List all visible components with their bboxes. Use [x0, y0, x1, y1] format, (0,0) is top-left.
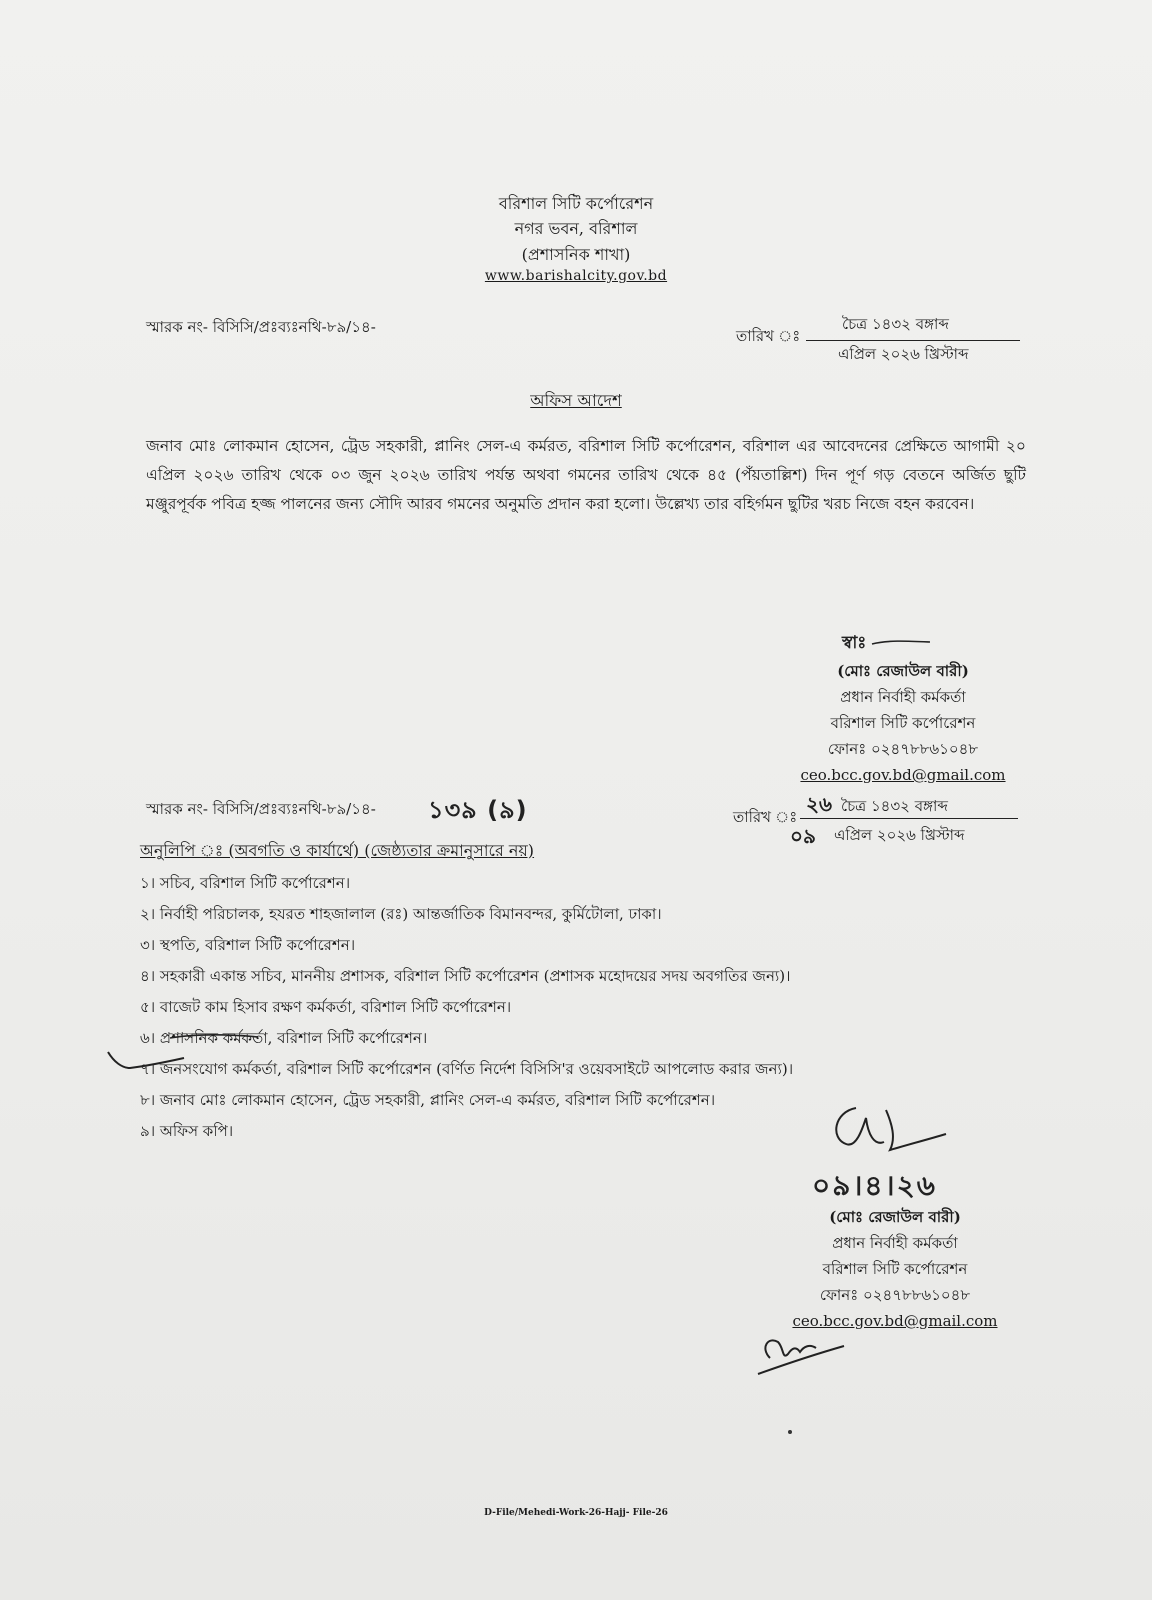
order-body: জনাব মোঃ লোকমান হোসেন, ট্রেড সহকারী, প্লানিং সেল-এ কর্মরত, বরিশাল সিটি কর্পোরেশন, বরিশাল এর আবেদনের প্রেক্ষিতে আগামী ২০ এপ্রিল ২০২৬ তারিখ থেকে ০৩ জুন ২০২৬ তারিখ পর্যন্ত অথবা গমনের তারিখ থেকে ৪৫ (পঁয়তাল্লিশ) দিন পূর্ণ গড় বেতনে অর্জিত ছুটি মঞ্জুরপূর্বক পবিত্র হজ্জ পালনের জন্য সৌদি আরব গমনের অনুমতি প্রদান করা হলো। উল্লেখ্য তার বহির্গমন ছুটির খরচ নিজে বহন করবেন।	[146, 437, 1026, 513]
initials-scribble	[756, 1330, 846, 1380]
cc-item: ৪। সহকারী একান্ত সচিব, মাননীয় প্রশাসক, বরিশাল সিটি কর্পোরেশন (প্রশাসক মহোদয়ের সদয় অবগতির জন্য)।	[140, 967, 791, 985]
date-divider	[806, 340, 1020, 341]
ink-dot	[788, 1430, 792, 1434]
signed-mark-stroke	[872, 638, 932, 648]
memo-date-label: তারিখ ঃ	[736, 327, 801, 345]
signature1-phone: ফোনঃ ০২৪৭৮৮৬১০৪৮	[827, 740, 979, 758]
signature1-name: (মোঃ রেজাউল বারী)	[837, 662, 969, 680]
memo-ref: স্মারক নং- বিসিসি/প্রঃব্যঃনথি-৮৯/১৪-	[146, 318, 376, 336]
signature2-name: (মোঃ রেজাউল বারী)	[829, 1208, 961, 1226]
signature2-phone: ফোনঃ ০২৪৭৮৮৬১০৪৮	[819, 1286, 971, 1304]
org-address: নগর ভবন, বরিশাল	[514, 219, 638, 238]
memo2-hand-day-bangla: ২৬	[806, 792, 833, 816]
cc-item-7-tick-mark	[106, 1048, 186, 1072]
date2-divider	[800, 818, 1018, 819]
memo2-hand-day-english: ০৯	[790, 824, 816, 848]
cc-item-6-underline	[170, 1032, 260, 1044]
memo2-date-bangla: চৈত্র ১৪৩২ বঙ্গাব্দ	[841, 797, 948, 815]
memo2-handwritten-no: ১৩৯ (৯)	[428, 796, 528, 824]
cc-item: ৫। বাজেট কাম হিসাব রক্ষণ কর্মকর্তা, বরিশাল সিটি কর্পোরেশন।	[140, 998, 512, 1016]
org-name: বরিশাল সিটি কর্পোরেশন	[498, 194, 654, 213]
org-website[interactable]: www.barishalcity.gov.bd	[484, 268, 668, 284]
signature1-block	[798, 658, 1008, 788]
cc-item: ৩। স্থপতি, বরিশাল সিটি কর্পোরেশন।	[140, 936, 356, 954]
signature2-block	[790, 1204, 1000, 1334]
signature2-designation: প্রধান নির্বাহী কর্মকর্তা	[832, 1234, 958, 1252]
order-title: অফিস আদেশ	[530, 391, 622, 410]
signed-mark: স্বাঃ	[842, 633, 867, 653]
memo2-date-label: তারিখ ঃ	[733, 808, 798, 826]
cc-item: ৬। প্রশাসনিক কর্মকর্তা, বরিশাল সিটি কর্পোরেশন।	[140, 1029, 428, 1047]
memo-date-bangla: চৈত্র ১৪৩২ বঙ্গাব্দ	[842, 315, 949, 333]
org-branch: (প্রশাসনিক শাখা)	[521, 245, 631, 264]
signature2-email[interactable]: ceo.bcc.gov.bd@gmail.com	[792, 1312, 998, 1330]
file-path-footer: D-File/Mehedi-Work-26-Hajj- File-26	[484, 1508, 668, 1518]
cc-heading: অনুলিপি ঃ (অবগতি ও কার্যার্থে) (জেষ্ঠ্যতার ক্রমানুসারে নয়)	[140, 841, 535, 860]
signature-scribble	[826, 1104, 956, 1164]
memo-date-english: এপ্রিল ২০২৬ খ্রিস্টাব্দ	[838, 345, 969, 363]
signature2-org: বরিশাল সিটি কর্পোরেশন	[822, 1260, 968, 1278]
cc-item: ৯। অফিস কপি।	[140, 1122, 234, 1140]
cc-item: ৭। জনসংযোগ কর্মকর্তা, বরিশাল সিটি কর্পোরেশন (বর্ণিত নির্দেশ বিসিসি'র ওয়েবসাইটে আপলোড করার জন্য)।	[140, 1060, 794, 1078]
signature2-hand-date: ০৯।৪।২৬	[812, 1169, 937, 1202]
signature1-email[interactable]: ceo.bcc.gov.bd@gmail.com	[800, 766, 1006, 784]
memo2-date-english: এপ্রিল ২০২৬ খ্রিস্টাব্দ	[834, 826, 965, 844]
signature1-org: বরিশাল সিটি কর্পোরেশন	[830, 714, 976, 732]
signature1-designation: প্রধান নির্বাহী কর্মকর্তা	[840, 688, 966, 706]
cc-list	[140, 868, 793, 1147]
cc-item: ২। নির্বাহী পরিচালক, হযরত শাহজালাল (রঃ) আন্তর্জাতিক বিমানবন্দর, কুর্মিটোলা, ঢাকা।	[140, 905, 662, 923]
memo2-ref: স্মারক নং- বিসিসি/প্রঃব্যঃনথি-৮৯/১৪-	[146, 800, 376, 818]
cc-item: ১। সচিব, বরিশাল সিটি কর্পোরেশন।	[140, 874, 351, 892]
cc-item: ৮। জনাব মোঃ লোকমান হোসেন, ট্রেড সহকারী, প্লানিং সেল-এ কর্মরত, বরিশাল সিটি কর্পোরেশন।	[140, 1091, 716, 1109]
